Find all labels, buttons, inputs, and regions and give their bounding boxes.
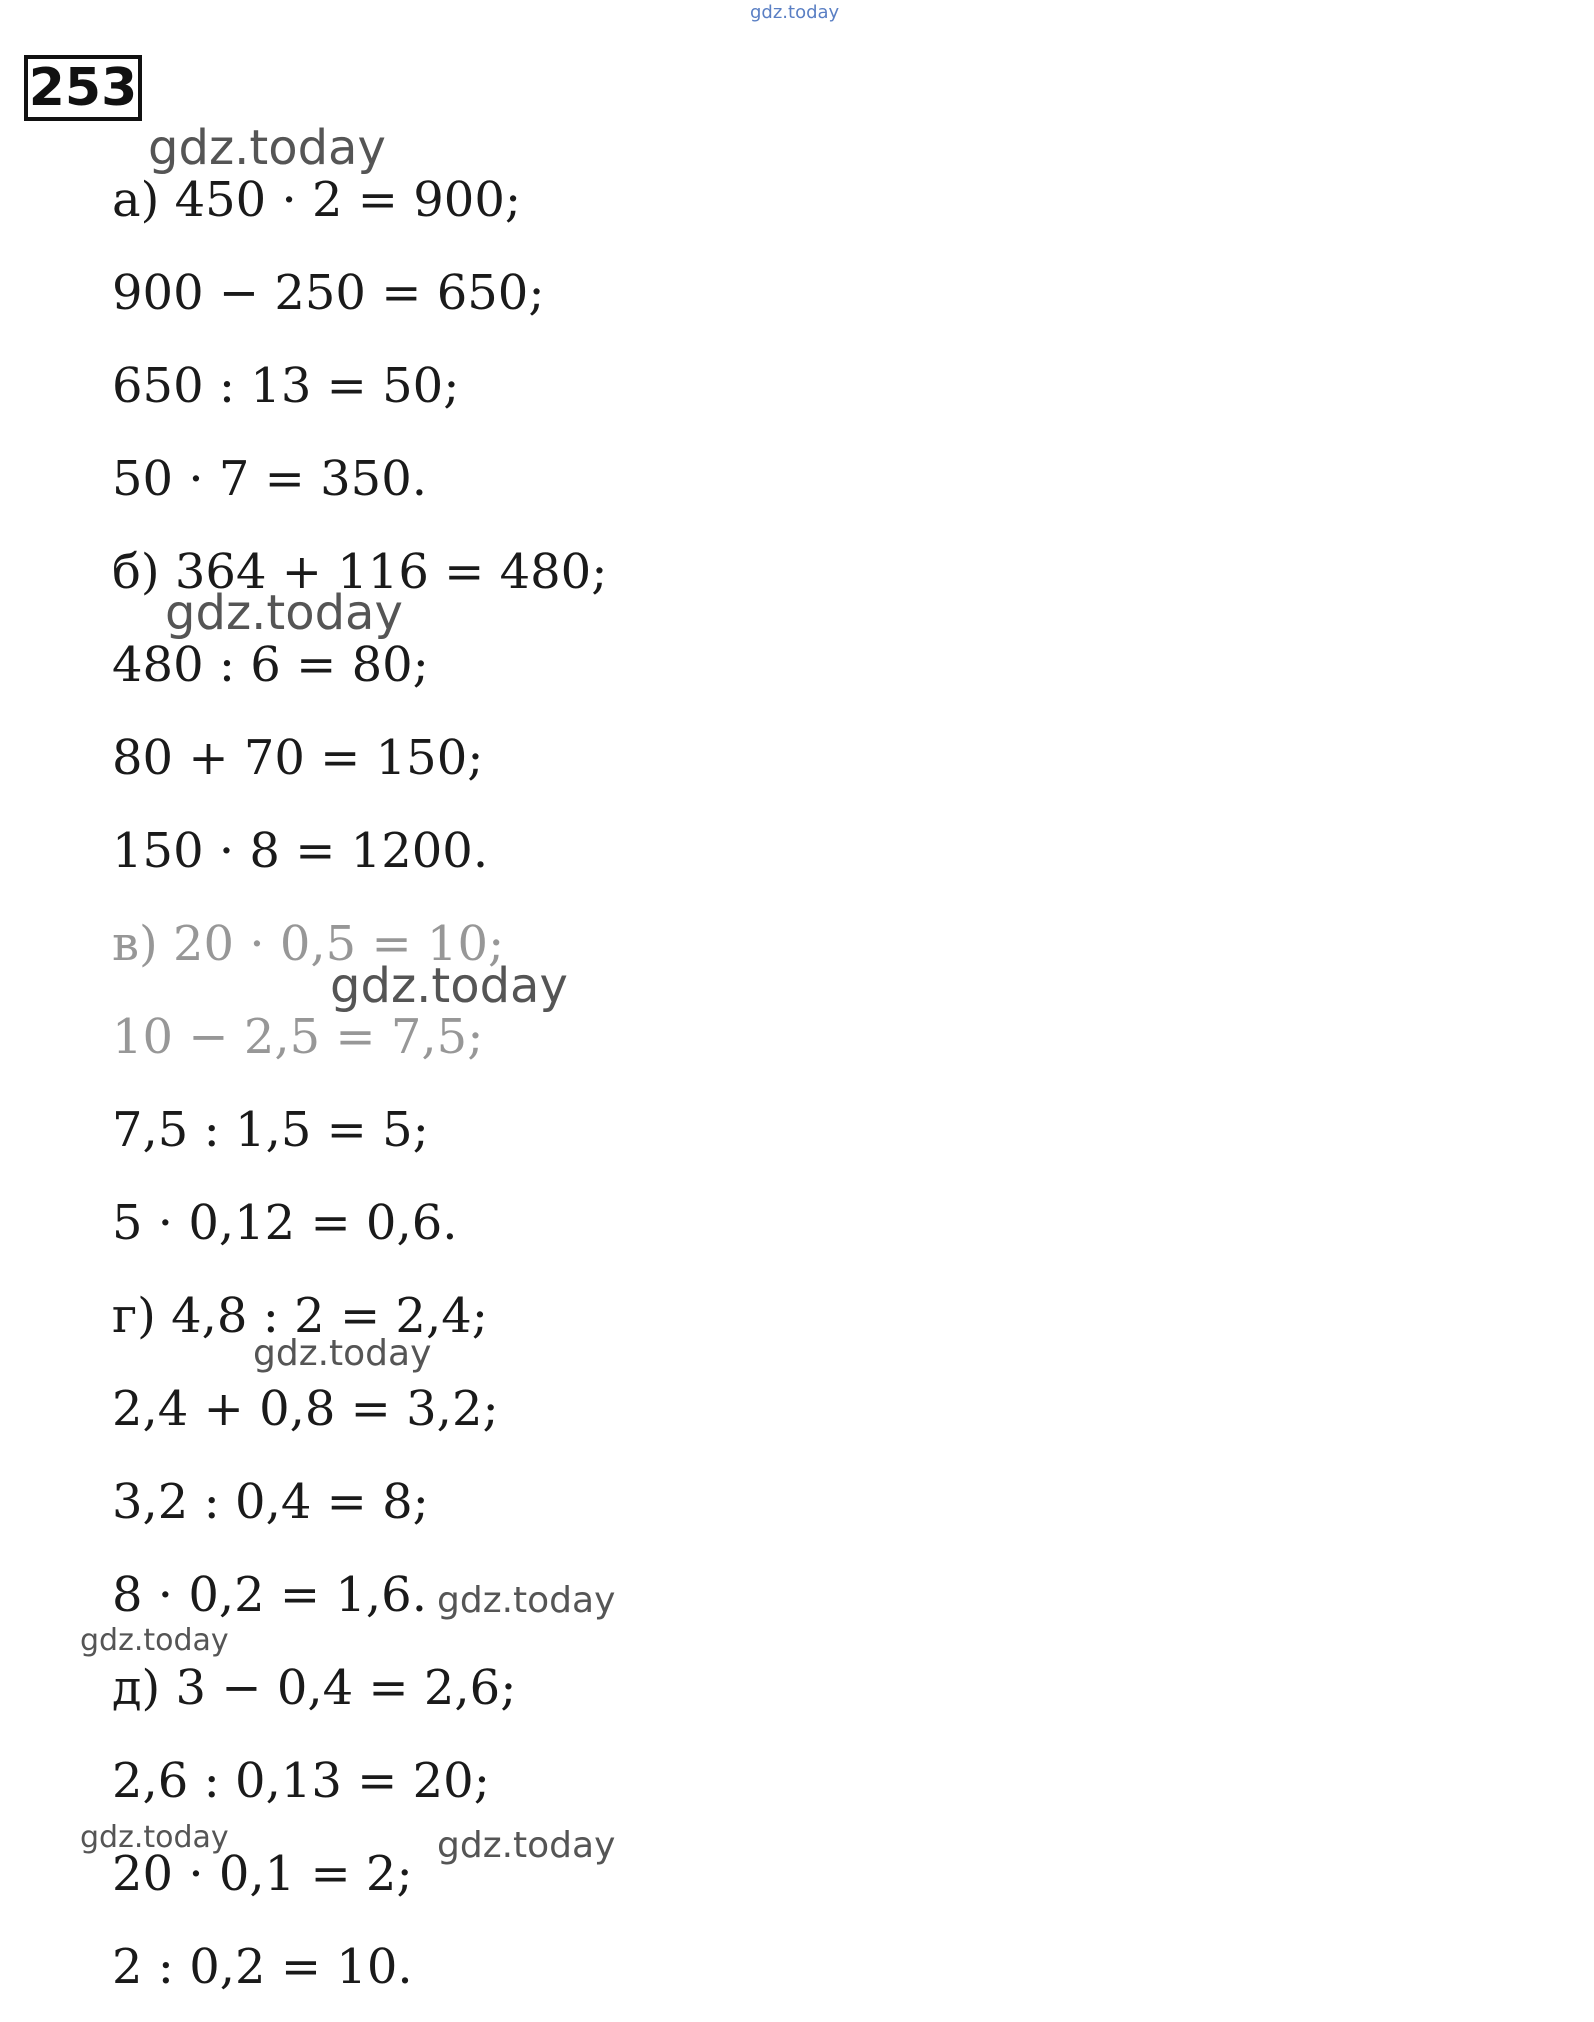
watermark-text: gdz.today xyxy=(437,1825,616,1866)
solution-line-b1: б) 364 + 116 = 480; xyxy=(112,544,608,600)
solution-line-v2: 10 − 2,5 = 7,5; xyxy=(112,1009,484,1065)
solution-line-g1: г) 4,8 : 2 = 2,4; xyxy=(112,1288,488,1344)
watermark-text: gdz.today xyxy=(253,1333,432,1374)
solution-line-b4: 150 · 8 = 1200. xyxy=(112,823,489,879)
solution-line-g2: 2,4 + 0,8 = 3,2; xyxy=(112,1381,499,1437)
solution-line-v4: 5 · 0,12 = 0,6. xyxy=(112,1195,458,1251)
solution-line-g3: 3,2 : 0,4 = 8; xyxy=(112,1474,429,1530)
solution-line-a2: 900 − 250 = 650; xyxy=(112,265,545,321)
solution-line-g4: 8 · 0,2 = 1,6. xyxy=(112,1567,427,1623)
watermark-text: gdz.today xyxy=(148,120,386,176)
solution-line-d2: 2,6 : 0,13 = 20; xyxy=(112,1753,490,1809)
watermark-text: gdz.today xyxy=(165,585,403,641)
solution-line-v1: в) 20 · 0,5 = 10; xyxy=(112,916,505,972)
solution-line-d3: 20 · 0,1 = 2; xyxy=(112,1846,413,1902)
task-number-box: 253 xyxy=(24,55,142,121)
solution-list xyxy=(112,160,607,2020)
solution-line-a1: а) 450 · 2 = 900; xyxy=(112,172,522,228)
solution-line-d4: 2 : 0,2 = 10. xyxy=(112,1939,413,1995)
site-watermark-top: gdz.today xyxy=(750,2,840,23)
solution-line-v3: 7,5 : 1,5 = 5; xyxy=(112,1102,429,1158)
solution-line-b3: 80 + 70 = 150; xyxy=(112,730,484,786)
solution-line-a4: 50 · 7 = 350. xyxy=(112,451,427,507)
watermark-text: gdz.today xyxy=(80,1623,229,1658)
solution-line-d1: д) 3 − 0,4 = 2,6; xyxy=(112,1660,517,1716)
watermark-text: gdz.today xyxy=(330,958,568,1014)
solution-line-a3: 650 : 13 = 50; xyxy=(112,358,460,414)
solution-line-b2: 480 : 6 = 80; xyxy=(112,637,429,693)
watermark-text: gdz.today xyxy=(80,1820,229,1855)
watermark-text: gdz.today xyxy=(437,1580,616,1621)
